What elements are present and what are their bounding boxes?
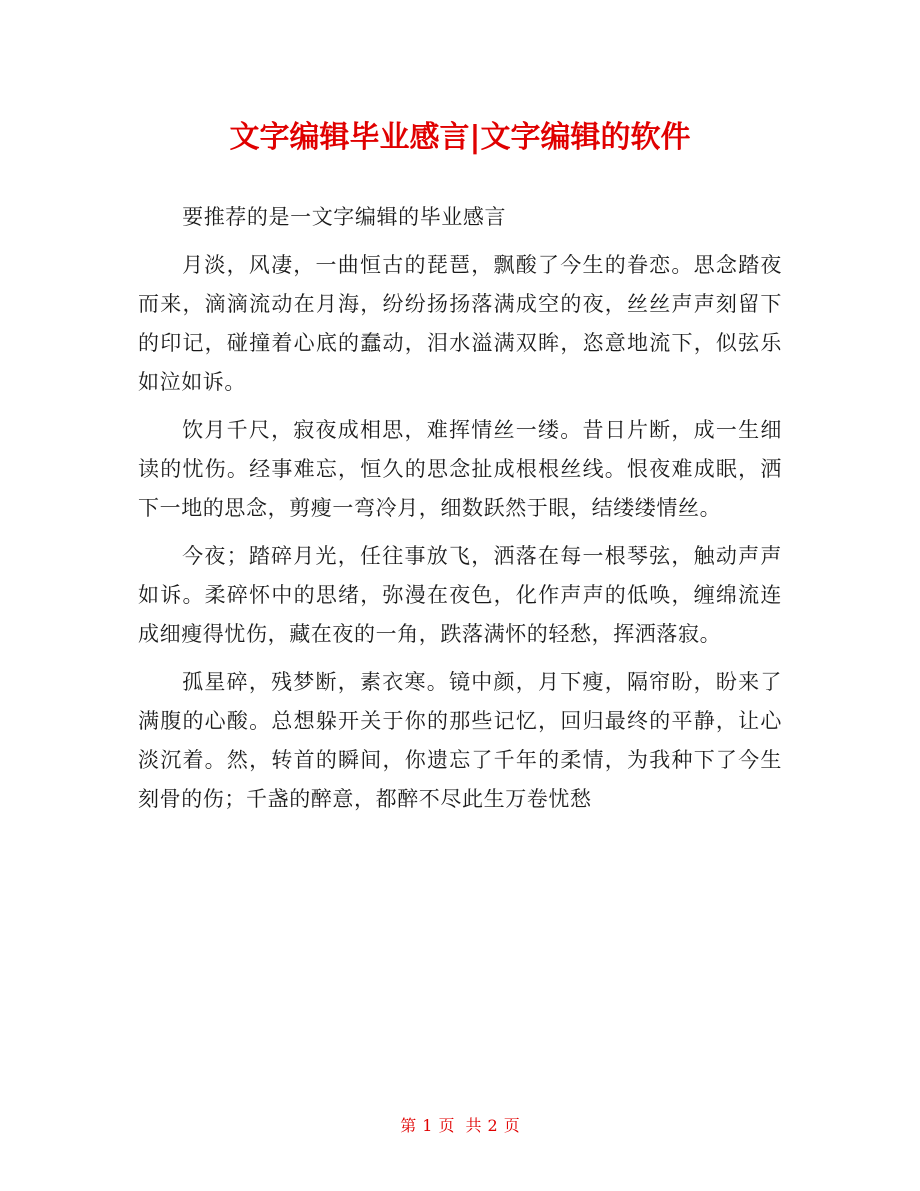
- paragraph: 今夜；踏碎月光，任往事放飞，洒落在每一根琴弦，触动声声如诉。柔碎怀中的思绪，弥漫在夜色，化作声声的低唤，缠绵流连成细瘦得忧伤，藏在夜的一角，跌落满怀的轻愁，挥洒落寂。: [138, 544, 782, 646]
- paragraph: 孤星碎，残梦断，素衣寒。镜中颜，月下瘦，隔帘盼，盼来了满腹的心酸。总想躲开关于你的那些记忆，回归最终的平静，让心淡沉着。然，转首的瞬间，你遗忘了千年的柔情，为我种下了今生刻骨的伤；千盏的醉意，都醉不尽此生万卷忧愁: [138, 670, 782, 811]
- paragraph: 饮月千尺，寂夜成相思，难挥情丝一缕。昔日片断，成一生细读的忧伤。经事难忘，恒久的思念扯成根根丝线。恨夜难成眠，洒下一地的思念，剪瘦一弯冷月，细数跃然于眼，结缕缕情丝。: [138, 418, 782, 520]
- paragraph: 要推荐的是一文字编辑的毕业感言: [182, 205, 507, 229]
- footer-mid: 页 共: [438, 1116, 482, 1135]
- document-title: 文字编辑毕业感言|文字编辑的软件: [229, 120, 691, 155]
- page-footer: [0, 1113, 920, 1136]
- footer-prefix: 第: [400, 1116, 417, 1135]
- current-page-number: 1: [422, 1116, 433, 1135]
- total-page-count: 2: [487, 1116, 498, 1135]
- document-body: [138, 198, 782, 828]
- paragraph: 月淡，风凄，一曲恒古的琵琶，飘酸了今生的眷恋。思念踏夜而来，滴滴流动在月海，纷纷扬扬落满成空的夜，丝丝声声刻留下的印记，碰撞着心底的蠢动，泪水溢满双眸，恣意地流下，似弦乐如泣如诉。: [138, 253, 782, 394]
- footer-suffix: 页: [503, 1116, 520, 1135]
